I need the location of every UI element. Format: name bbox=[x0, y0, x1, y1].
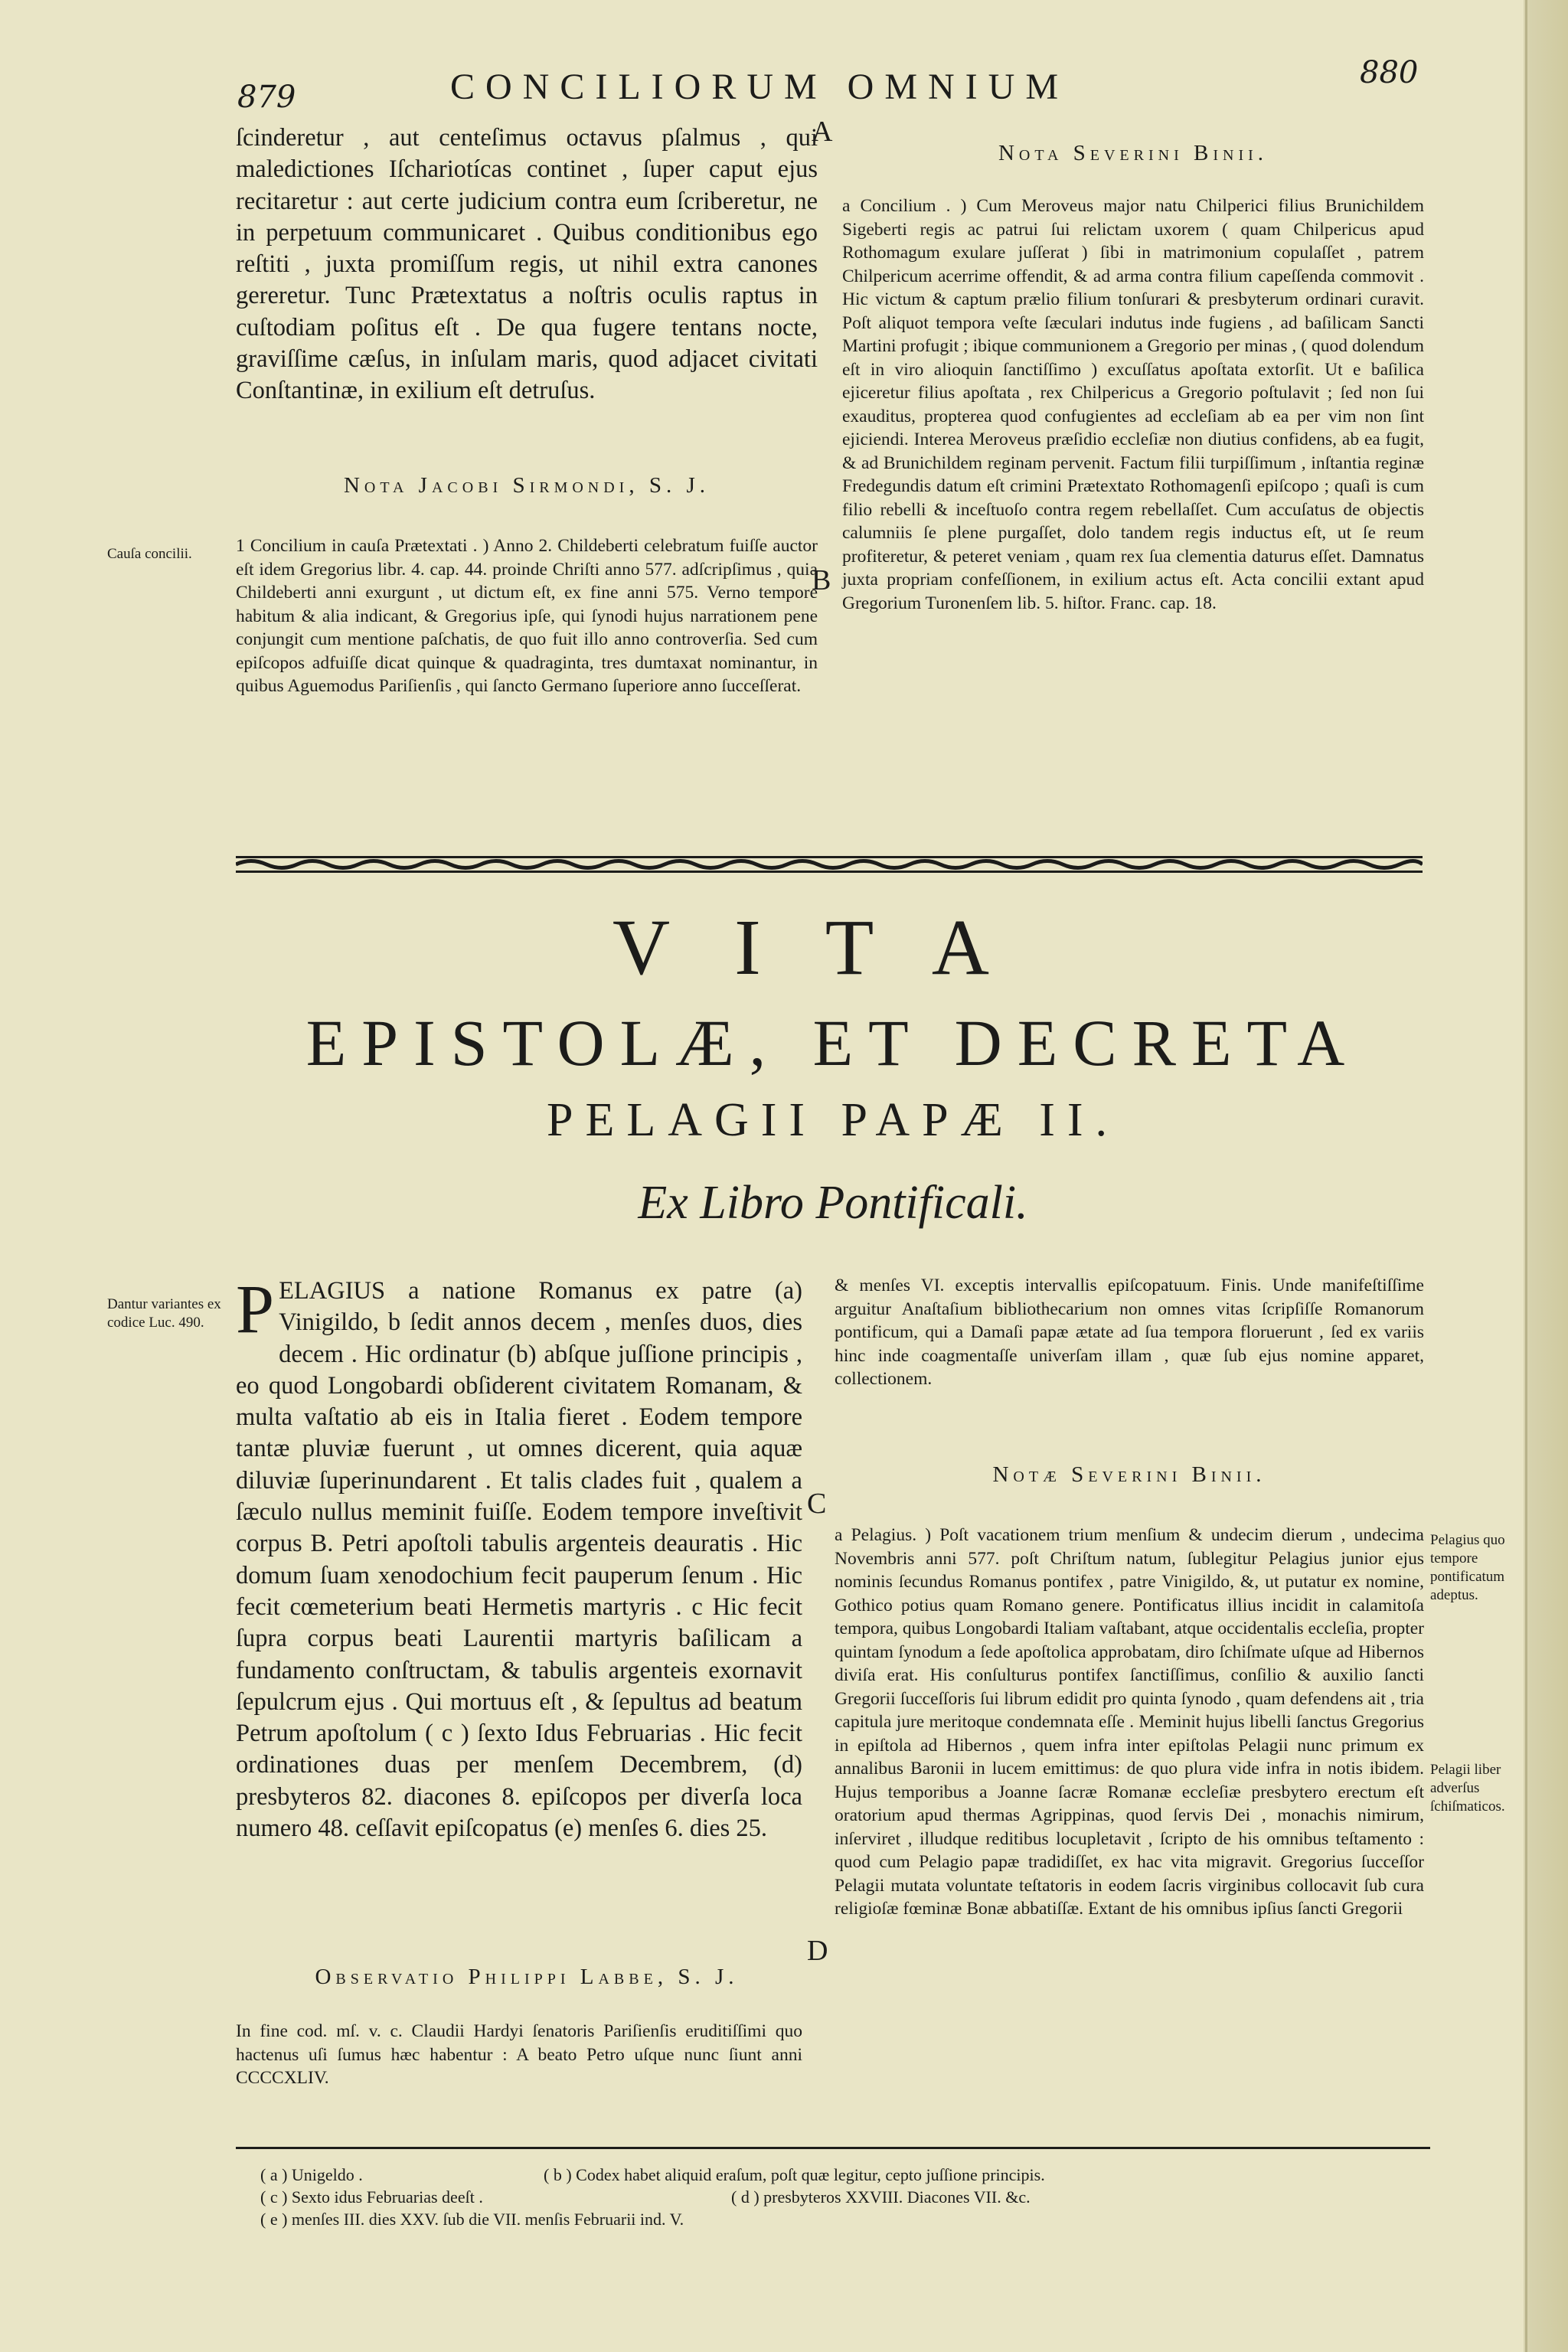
binius-note-top: a Concilium . ) Cum Meroveus major natu Chilperici filius Brunichildem Sigeberti regis ac patrui ſui relictam uxorem ( quam Chilpericus apud Rothomagum exulare juſſerat ) ſibi in matrimonium copulaſſet , patrem Chilpericum acerrime offendit, & ad arma contra filium capeſſenda commovit . Hic victum & captum prælio filium tonſurari & presbyterum ordinari curavit. Poſt aliquot tempora veſte ſæculari indutus inde fugiens , ad baſilicam Sancti Martini profugit ; ibique communionem a Gregorio per minas , ( quod dolendum eſt in viro alioquin ſanctiſſimo ) excuſſatus apoſtata extorſit. Ut e baſilica ejiceretur filius apoſtata , rex Chilpericus a Gregorio poſtulavit ; ſed non ſui exauditus, propterea quod confugientes ad eccleſiam ab ea per vim non ſint ejiciendi. Interea Meroveus præſidio eccleſiæ non diutius confidens, ab ea fugit, & ad Brunichildem reginam pervenit. Factum filii turpiſſimum , inſtantia reginæ Fredegundis datum eſt crimini Prætextato Rothomagenſi epiſcopo ; quaſi is cum filio rebelli & inceſtuoſo contra regem rebellaſſet. Cum accuſatus de objectis calumniis ſe plene purgaſſet, dolo tandem regis inductus eſt, ut ſe reum profiteretur, & peteret veniam , quam rex ſua clementia daturus eſſet. Damnatus juxta propriam confeſſionem, in exilium actus eſt. Acta concilii extant apud Gregorium Turonenſem lib. 5. hiſtor. Franc. cap. 18. bbox=[842, 196, 1424, 613]
footnote-row bbox=[260, 2186, 1424, 2208]
section-marker-b: B bbox=[812, 564, 831, 596]
running-title: CONCILIORUM OMNIUM bbox=[450, 67, 1070, 107]
margin-note-causa: Cauſa concilii. bbox=[107, 546, 192, 562]
footnote-d: ( d ) presbyteros XXVIII. Diacones VII. &c. bbox=[731, 2187, 1031, 2207]
drop-cap: P bbox=[236, 1272, 275, 1348]
ornament-band bbox=[236, 853, 1423, 876]
footnote-rule bbox=[236, 2147, 1430, 2149]
binius-heading-bottom: Notæ Severini Binii. bbox=[992, 1462, 1266, 1487]
title-ex-libro: Ex Libro Pontificali. bbox=[638, 1177, 1028, 1229]
footnote-b: ( b ) Codex habet aliquid eraſum, poſt quæ legitur, cepto juſſione principis. bbox=[544, 2165, 1045, 2184]
footnotes bbox=[260, 2164, 1424, 2230]
footnote-row bbox=[260, 2164, 1424, 2186]
footnote-e: ( e ) menſes III. dies XXV. ſub die VII. menſis Februarii ind. V. bbox=[260, 2210, 684, 2229]
top-left-body-text: ſcinderetur , aut centeſimus octavus pſalmus , qui maledictiones Iſchariotícas continet , ſuper caput ejus recitaretur : aut certe judicium contra eum ſcriberetur, ne in perpetuum communicaret . Quibus conditionibus ego reſtiti , juxta promiſſum regis, ut nihil extra canones gereretur. Tunc Prætextatus a noſtris oculis raptus in cuſtodiam poſitus eſt . De qua fugere tentans nocte, graviſſime cæſus, in inſulam maris, quod adjacet civitati Conſtantinæ, in exilium eſt detruſus. bbox=[236, 124, 818, 405]
section-marker-d: D bbox=[807, 1935, 828, 1967]
pelagius-vita-text bbox=[236, 1272, 802, 1844]
labbe-heading: Observatio Philippi Labbe, S. J. bbox=[315, 1965, 739, 1989]
binius-note-bottom: a Pelagius. ) Poſt vacationem trium menſium & undecim dierum , undecima Novembris anni 577. poſt Chriſtum natum, ſublegitur Pelagius junior ejus nominis ſecundus Romanus pontifex , patre Vinigildo, &, ut putatur ex nomine, Gothico potius quam Romano genere. Pontificatus illius incidit in calamitoſa tempora, quibus Longobardi Italiam vaſtabant, atque occidentalis eccleſia, propter quintam ſynodum a ſede apoſtolica approbatam, diro ſchiſmate uſque ad Hibernos diviſa erat. His conſulturus pontifex ſanctiſſimus, conſilio & auxilio ſancti Gregorii ſucceſſoris ſui librum edidit pro quinta ſynodo , quam defendens ait , tria capitula jure meritoque condemnata eſſe . Meminit hujus libelli ſanctus Gregorius in epiſtola ad Hibernos , quem infra inter epiſtolas Pelagii nunc primum ex annalibus Baronii in lucem emittimus: de quo plura vide infra in notis ibidem. Hujus temporibus a Joanne ſacræ Romanæ eccleſiæ presbytero erectum eſt oratorium apud thermas Agrippinas, quod ſervis Dei , monachis nimirum, inſerviret , illudque reditibus locupletavit , ſcripto de his omnibus teſtamento : quod cum Pelagio papæ tradidiſſet, ex hac vita migravit. Gregorius ſucceſſor Pelagii mutata voluntate teſtatoris in eodem ſacris virginibus collocavit ſub cura religioſæ fœminæ Bonæ abbatiſſæ. Extant de his omnibus ipſius ſancti Gregorii bbox=[835, 1525, 1424, 1919]
page-number-left: 879 bbox=[237, 80, 296, 115]
section-marker-c: C bbox=[807, 1488, 827, 1520]
margin-note-pelagius-quo: Pelagius quo tempore pontificatum adeptus. bbox=[1430, 1532, 1505, 1603]
section-marker-a: A bbox=[812, 116, 833, 148]
sirmond-note: 1 Concilium in cauſa Prætextati . ) Anno 2. Childeberti celebratum fuiſſe auctor eſt idem Gregorius libr. 4. cap. 44. proinde Chriſti anno 577. adſcripſimus , quia Childeberti anni exurgunt , ut dictum eſt, ex fine anni 575. Verno tempore habitum & alia indicant, & Gregorius ipſe, qui ſynodi hujus narrationem pene conjungit cum mentione paſchatis, de quo fuit illo anno controverſia. Sed cum epiſcopos adfuiſſe dicat quinque & quadraginta, tres dumtaxat nominantur, in quibus Aguemodus Pariſienſis , qui ſancto Germano ſuperiore anno ſucceſſerat. bbox=[236, 536, 818, 696]
title-epistolae: EPISTOLÆ, ET DECRETA bbox=[305, 1006, 1361, 1080]
title-pelagii: PELAGII PAPÆ II. bbox=[546, 1094, 1120, 1146]
margin-note-pelagii-liber: Pelagii liber adverſus ſchiſmaticos. bbox=[1430, 1762, 1505, 1815]
page-edge bbox=[1525, 0, 1527, 2352]
binius-heading-top: Nota Severini Binii. bbox=[998, 141, 1269, 165]
page-gutter bbox=[1524, 0, 1568, 2352]
footnote-c: ( c ) Sexto idus Februarias deeſt . bbox=[260, 2187, 483, 2207]
labbe-note: In fine cod. mſ. v. c. Claudii Hardyi ſenatoris Pariſienſis eruditiſſimi quo hactenus uſi ſumus hæc habentur : A beato Petro uſque nunc ſiunt anni CCCCXLIV. bbox=[236, 2021, 802, 2088]
margin-note-dantur: Dantur variantes ex codice Luc. 490. bbox=[107, 1296, 221, 1331]
page-number-right: 880 bbox=[1360, 55, 1419, 90]
sirmond-heading: Nota Jacobi Sirmondi, S. J. bbox=[343, 473, 710, 498]
footnote-a: ( a ) Unigeldo . bbox=[260, 2165, 363, 2184]
pelagius-vita-body: ELAGIUS a natione Romanus ex patre (a) Vinigildo, b ſedit annos decem , menſes duos, dies decem . Hic ordinatur (b) abſque juſſione principis , eo quod Longobardi obſiderent civitatem Romanam, & multa vaſtatio ab eis in Italia fieret . Eodem tempore tantæ pluviæ fuerunt , ut omnes dicerent, quia aquæ diluviæ ſuperinundarent . Et talis clades fuit , qualem a ſæculo nullus meminit fuiſſe. Eodem tempore inveſtivit corpus B. Petri apoſtoli tabulis argenteis deauratis . Hic domum ſuam xenodochium fecit pauperum ſenum . Hic fecit cœmeterium beati Hermetis martyris . c Hic fecit ſupra corpus beati Laurentii martyris baſilicam a fundamento conſtructam, & tabulis argenteis exornavit ſepulcrum ejus . Qui mortuus eſt , & ſepultus ad beatum Petrum apoſtolum ( c ) ſexto Idus Februarias . Hic fecit ordinationes duas per menſem Decembrem, (d) presbyteros 82. diacones 8. epiſcopos per diverſa loca numero 48. ceſſavit epiſcopatus (e) menſes 6. dies 25. bbox=[236, 1277, 802, 1843]
title-vita: VITA bbox=[612, 903, 1054, 991]
right-intro-text: & menſes VI. exceptis intervallis epiſcopatuum. Finis. Unde manifeſtiſſime arguitur Anaſtaſium bibliothecarium non omnes vitas ſcripſiſſe Romanorum pontificum, qui a Damaſi papæ ætate ad ſua tempora floruerunt , ſed ex variis hinc inde coagmentaſſe univerſam illam , quæ ſub ejus nomine apparet, collectionem. bbox=[835, 1276, 1424, 1389]
footnote-row bbox=[260, 2208, 1424, 2230]
